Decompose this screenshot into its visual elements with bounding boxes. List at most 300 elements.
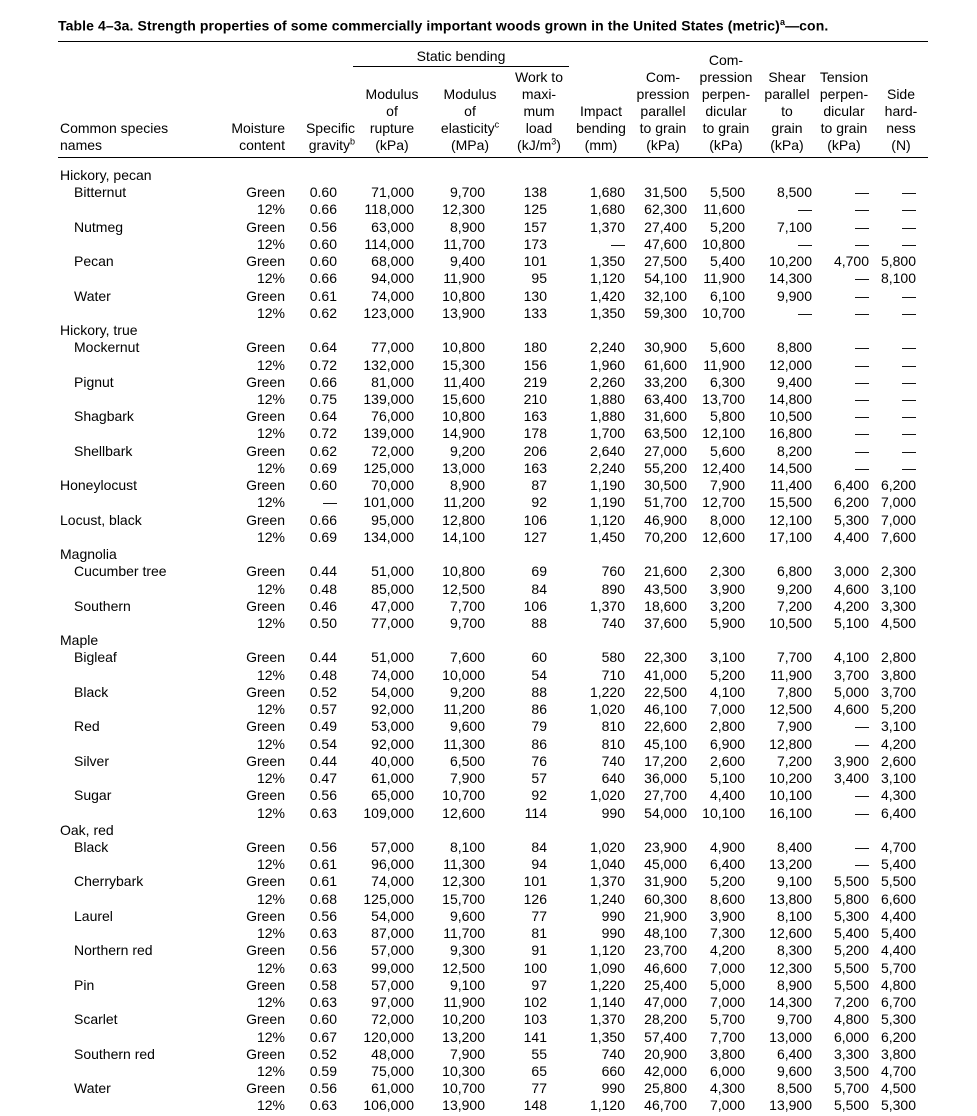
cell-sg: 0.63	[309, 959, 337, 976]
cell-shear: 9,900	[776, 287, 812, 304]
cell-hard: 4,800	[880, 976, 916, 993]
cell-moe: 10,800	[442, 408, 485, 425]
cell-hard: —	[902, 201, 916, 218]
cell-mor: 57,000	[371, 838, 414, 855]
header-hardness-l4: (N)	[891, 137, 911, 153]
cell-sg: 0.52	[309, 683, 337, 700]
cell-hard: 5,200	[880, 701, 916, 718]
cell-cperp: 4,300	[709, 1080, 745, 1097]
cell-moe: 9,200	[449, 683, 485, 700]
header-comp-parallel-l1: Com-	[645, 69, 681, 85]
cell-mor: 72,000	[371, 442, 414, 459]
species-name: Honeylocust	[60, 477, 138, 494]
cell-hard: 5,400	[880, 925, 916, 942]
cell-shear: 6,800	[776, 563, 812, 580]
species-name: Pin	[74, 976, 95, 993]
cell-hard: —	[902, 390, 916, 407]
cell-impact: 740	[601, 614, 625, 631]
cell-mor: 71,000	[371, 184, 414, 201]
cell-shear: 13,900	[769, 1097, 812, 1114]
cell-shear: 13,200	[769, 856, 812, 873]
species-name: Cherrybark	[74, 873, 144, 890]
species-name: Water	[74, 1080, 111, 1097]
cell-mor: 99,000	[371, 959, 414, 976]
header-gravity-l2	[288, 137, 355, 154]
cell-work: 103	[523, 1011, 547, 1028]
cell-hard: 6,600	[880, 890, 916, 907]
cell-mc: Green	[246, 408, 285, 425]
cell-tension: 4,600	[833, 701, 869, 718]
cell-cperp: 5,400	[709, 253, 745, 270]
cell-tension: 4,600	[833, 580, 869, 597]
cell-tension: 3,500	[833, 1062, 869, 1079]
cell-impact: 1,120	[589, 942, 625, 959]
cell-moe: 11,200	[443, 701, 485, 718]
cell-mc: 12%	[256, 494, 285, 511]
cell-tension: —	[855, 804, 869, 821]
cell-work: 141	[523, 1028, 547, 1045]
cell-cpar: 33,200	[644, 373, 687, 390]
cell-shear: 9,100	[776, 873, 812, 890]
cell-hard: —	[902, 287, 916, 304]
cell-cpar: 21,900	[644, 907, 687, 924]
table-title-text: Table 4–3a. Strength properties of some commercially important woods grown in the United States (metric)	[58, 17, 780, 34]
cell-tension: 6,400	[833, 477, 869, 494]
cell-moe: 11,300	[443, 735, 485, 752]
cell-mc: 12%	[256, 804, 285, 821]
cell-shear: 7,700	[776, 649, 812, 666]
cell-moe: 7,700	[449, 597, 485, 614]
cell-cpar: 25,800	[644, 1080, 687, 1097]
cell-mor: 97,000	[371, 994, 414, 1011]
cell-mor: 53,000	[371, 718, 414, 735]
cell-cpar: 60,300	[644, 890, 687, 907]
cell-mc: Green	[246, 1011, 285, 1028]
cell-mor: 57,000	[371, 976, 414, 993]
cell-shear: 16,800	[769, 425, 812, 442]
species-name: Mockernut	[74, 339, 140, 356]
species-group-name: Maple	[60, 632, 99, 649]
cell-shear: —	[798, 304, 812, 321]
cell-cperp: 11,900	[703, 270, 745, 287]
cell-cperp: 13,700	[702, 390, 745, 407]
header-tension-l4: to grain	[820, 120, 868, 136]
cell-work: 180	[523, 339, 547, 356]
cell-mor: 139,000	[363, 390, 414, 407]
cell-impact: 890	[601, 580, 625, 597]
cell-mor: 68,000	[371, 253, 414, 270]
species-name: Southern red	[74, 1045, 155, 1062]
cell-hard: 7,600	[880, 528, 916, 545]
cell-sg: 0.63	[309, 994, 337, 1011]
cell-shear: 12,600	[769, 925, 812, 942]
cell-cpar: 47,000	[644, 994, 687, 1011]
cell-hard: —	[902, 459, 916, 476]
cell-impact: 1,370	[589, 1011, 625, 1028]
cell-cperp: 3,100	[709, 649, 745, 666]
header-elasticity-word: elasticity	[440, 120, 495, 136]
cell-cpar: 28,200	[644, 1011, 687, 1028]
cell-cpar: 45,100	[644, 735, 687, 752]
cell-mc: Green	[246, 649, 285, 666]
cell-impact: 1,350	[589, 1028, 625, 1045]
cell-moe: 12,300	[442, 201, 485, 218]
species-name: Cucumber tree	[74, 563, 167, 580]
cell-impact: 2,640	[589, 442, 625, 459]
cell-impact: 760	[601, 563, 625, 580]
cell-cperp: 12,600	[702, 528, 745, 545]
cell-moe: 11,700	[443, 235, 485, 252]
cell-tension: 3,300	[833, 1045, 869, 1062]
species-name: Shagbark	[74, 408, 134, 425]
cell-impact: 810	[601, 735, 625, 752]
cell-impact: 1,090	[589, 959, 625, 976]
cell-moe: 6,500	[449, 752, 485, 769]
cell-tension: —	[855, 425, 869, 442]
cell-work: 69	[531, 563, 547, 580]
cell-cpar: 63,500	[644, 425, 687, 442]
cell-cpar: 63,400	[644, 390, 687, 407]
cell-mor: 123,000	[363, 304, 414, 321]
cell-hard: 3,100	[880, 580, 916, 597]
cell-impact: 1,020	[589, 787, 625, 804]
cell-moe: 14,100	[442, 528, 485, 545]
cell-cperp: 5,700	[709, 1011, 745, 1028]
cell-moe: 13,900	[442, 304, 485, 321]
cell-sg: 0.66	[309, 270, 337, 287]
cell-work: 173	[523, 235, 547, 252]
species-group-name: Magnolia	[60, 546, 117, 563]
cell-hard: 3,700	[880, 683, 916, 700]
cell-sg: 0.60	[309, 253, 337, 270]
cell-cperp: 11,900	[703, 356, 745, 373]
cell-tension: —	[855, 787, 869, 804]
cell-hard: 7,000	[880, 494, 916, 511]
cell-cperp: 8,000	[709, 511, 745, 528]
cell-tension: 4,400	[833, 528, 869, 545]
cell-sg: 0.46	[309, 597, 337, 614]
header-impact-l1: Impact	[579, 103, 622, 119]
cell-work: 79	[531, 718, 547, 735]
cell-mor: 109,000	[363, 804, 414, 821]
cell-mc: 12%	[256, 459, 285, 476]
species-name: Scarlet	[74, 1011, 118, 1028]
cell-shear: 13,800	[769, 890, 812, 907]
cell-moe: 9,700	[449, 184, 485, 201]
cell-cperp: 5,000	[709, 976, 745, 993]
cell-cpar: 22,500	[644, 683, 687, 700]
cell-mor: 134,000	[363, 528, 414, 545]
header-gravity-word: gravity	[308, 137, 350, 153]
cell-cpar: 46,700	[644, 1097, 687, 1114]
cell-sg: 0.60	[309, 477, 337, 494]
cell-moe: 11,900	[443, 270, 485, 287]
footnote-c: c	[494, 119, 500, 130]
header-comp-parallel-l2: pression	[636, 86, 690, 102]
cell-tension: 3,700	[833, 666, 869, 683]
cell-mc: Green	[246, 184, 285, 201]
cell-work: 126	[523, 890, 547, 907]
cell-tension: —	[855, 373, 869, 390]
cell-impact: 1,190	[589, 477, 625, 494]
cell-moe: 13,900	[442, 1097, 485, 1114]
cell-sg: 0.62	[309, 304, 337, 321]
cell-hard: —	[902, 184, 916, 201]
cell-work: 81	[531, 925, 547, 942]
cell-work: 163	[523, 459, 547, 476]
cell-hard: 4,500	[880, 614, 916, 631]
cell-mor: 101,000	[363, 494, 414, 511]
cell-sg: 0.63	[309, 925, 337, 942]
cell-mc: Green	[246, 907, 285, 924]
header-tension-l3: dicular	[823, 103, 865, 119]
cell-tension: 6,200	[833, 494, 869, 511]
cell-work: 76	[531, 752, 547, 769]
cell-cpar: 17,200	[644, 752, 687, 769]
cell-mor: 48,000	[371, 1045, 414, 1062]
header-hardness-l1: Side	[886, 86, 916, 102]
cell-work: 57	[531, 770, 547, 787]
cell-work: 178	[523, 425, 547, 442]
cell-moe: 8,100	[449, 838, 485, 855]
header-work-l1: Work to	[515, 69, 563, 85]
cell-shear: 15,500	[769, 494, 812, 511]
cell-mor: 74,000	[371, 287, 414, 304]
cell-tension: 7,200	[833, 994, 869, 1011]
cell-tension: —	[855, 718, 869, 735]
species-name: Nutmeg	[74, 218, 124, 235]
cell-mc: 12%	[256, 270, 285, 287]
cell-sg: 0.75	[309, 390, 337, 407]
header-hardness	[876, 86, 926, 154]
cell-mor: 72,000	[371, 1011, 414, 1028]
cell-impact: 640	[601, 770, 625, 787]
cell-mor: 125,000	[363, 459, 414, 476]
cell-shear: 11,900	[770, 666, 812, 683]
cell-work: 86	[531, 701, 547, 718]
cell-tension: 3,400	[833, 770, 869, 787]
cell-cpar: 37,600	[644, 614, 687, 631]
cell-mor: 76,000	[371, 408, 414, 425]
cell-shear: 12,300	[769, 959, 812, 976]
cell-sg: 0.57	[309, 701, 337, 718]
cell-mc: Green	[246, 339, 285, 356]
cell-moe: 8,900	[449, 477, 485, 494]
cell-sg: 0.44	[309, 649, 337, 666]
cell-cperp: 4,900	[709, 838, 745, 855]
cell-sg: 0.56	[309, 838, 337, 855]
cell-mor: 54,000	[371, 683, 414, 700]
cell-impact: 1,370	[589, 218, 625, 235]
cell-tension: 5,000	[833, 683, 869, 700]
cell-mor: 95,000	[371, 511, 414, 528]
cell-cpar: 46,100	[644, 701, 687, 718]
cell-shear: 12,000	[769, 356, 812, 373]
cell-impact: 1,680	[589, 184, 625, 201]
header-work-l5	[508, 137, 570, 154]
header-shear-l1: Shear	[768, 69, 806, 85]
cell-hard: —	[902, 408, 916, 425]
cell-cperp: 12,700	[702, 494, 745, 511]
cell-tension: 3,000	[833, 563, 869, 580]
top-rule	[58, 41, 928, 42]
header-comp-perp	[694, 52, 758, 154]
cell-work: 138	[523, 184, 547, 201]
cell-shear: 7,200	[776, 597, 812, 614]
header-impact-l3: (mm)	[584, 137, 618, 153]
cell-cperp: 5,800	[709, 408, 745, 425]
header-elasticity-l3	[432, 120, 508, 137]
cell-impact: 1,880	[589, 390, 625, 407]
cell-shear: 10,100	[769, 787, 812, 804]
cell-hard: 6,700	[880, 994, 916, 1011]
cell-tension: 5,700	[833, 1080, 869, 1097]
cell-moe: 7,900	[449, 1045, 485, 1062]
cell-moe: 15,300	[442, 356, 485, 373]
header-species	[60, 120, 168, 154]
header-moisture-l2: content	[239, 137, 285, 153]
cell-mc: 12%	[256, 580, 285, 597]
cell-work: 100	[523, 959, 547, 976]
cell-shear: 10,200	[769, 253, 812, 270]
cell-shear: 9,700	[776, 1011, 812, 1028]
cell-moe: 9,300	[449, 942, 485, 959]
cell-sg: 0.61	[309, 287, 337, 304]
cell-impact: 580	[601, 649, 625, 666]
header-tension	[812, 69, 876, 154]
cell-work: 97	[531, 976, 547, 993]
cell-impact: 660	[601, 1062, 625, 1079]
cell-impact: 1,020	[589, 701, 625, 718]
cell-impact: 1,020	[589, 838, 625, 855]
cell-moe: 11,300	[443, 856, 485, 873]
cell-shear: 16,100	[769, 804, 812, 821]
cell-mc: Green	[246, 683, 285, 700]
header-shear-l4: grain	[771, 120, 803, 136]
cell-cperp: 6,000	[709, 1062, 745, 1079]
cell-shear: 14,500	[769, 459, 812, 476]
cell-cperp: 7,900	[709, 477, 745, 494]
cell-tension: 5,500	[833, 1097, 869, 1114]
cell-mc: Green	[246, 373, 285, 390]
cell-mc: Green	[246, 976, 285, 993]
cell-hard: 5,300	[880, 1011, 916, 1028]
cell-tension: —	[855, 201, 869, 218]
cell-cpar: 46,600	[644, 959, 687, 976]
cell-impact: 1,350	[589, 304, 625, 321]
cell-cperp: 10,800	[702, 235, 745, 252]
cell-tension: —	[855, 184, 869, 201]
cell-work: 206	[523, 442, 547, 459]
cell-work: 125	[523, 201, 547, 218]
cell-mc: Green	[246, 1045, 285, 1062]
cell-mor: 75,000	[371, 1062, 414, 1079]
cell-mc: Green	[246, 442, 285, 459]
species-name: Pignut	[74, 373, 114, 390]
cell-mc: 12%	[256, 959, 285, 976]
cell-cperp: 8,600	[709, 890, 745, 907]
cell-cpar: 27,000	[644, 442, 687, 459]
species-name: Locust, black	[60, 511, 142, 528]
cell-mc: 12%	[256, 425, 285, 442]
cell-mc: 12%	[256, 1028, 285, 1045]
cell-shear: 12,500	[769, 701, 812, 718]
cell-tension: —	[855, 442, 869, 459]
cell-tension: —	[855, 270, 869, 287]
cell-impact: 2,240	[589, 459, 625, 476]
header-bottom-rule	[58, 157, 928, 158]
cell-cperp: 3,800	[709, 1045, 745, 1062]
cell-shear: 8,500	[776, 1080, 812, 1097]
cell-impact: 1,220	[589, 683, 625, 700]
cell-sg: —	[323, 494, 337, 511]
cell-cpar: 43,500	[644, 580, 687, 597]
cell-moe: 9,400	[449, 253, 485, 270]
cell-sg: 0.61	[309, 856, 337, 873]
cell-mc: 12%	[256, 235, 285, 252]
cell-sg: 0.59	[309, 1062, 337, 1079]
cell-cpar: 42,000	[644, 1062, 687, 1079]
cell-tension: 5,500	[833, 873, 869, 890]
cell-moe: 9,600	[449, 718, 485, 735]
cell-mor: 54,000	[371, 907, 414, 924]
cell-mc: 12%	[256, 528, 285, 545]
header-comp-perp-l2: pression	[699, 69, 753, 85]
cell-work: 84	[531, 580, 547, 597]
cell-moe: 9,700	[449, 614, 485, 631]
cell-moe: 10,700	[442, 787, 485, 804]
cell-hard: —	[902, 218, 916, 235]
cell-mor: 81,000	[371, 373, 414, 390]
cell-sg: 0.72	[309, 356, 337, 373]
cell-mor: 65,000	[371, 787, 414, 804]
cell-moe: 10,300	[442, 1062, 485, 1079]
header-comp-perp-l6: (kPa)	[709, 137, 743, 153]
cell-impact: 740	[601, 1045, 625, 1062]
species-name: Sugar	[74, 787, 112, 804]
cell-sg: 0.52	[309, 1045, 337, 1062]
species-name: Northern red	[74, 942, 153, 959]
cell-mc: 12%	[256, 390, 285, 407]
cell-work: 95	[531, 270, 547, 287]
cell-work: 106	[523, 597, 547, 614]
cell-tension: 5,200	[833, 942, 869, 959]
header-moisture-l1: Moisture	[231, 120, 285, 136]
cell-hard: 5,500	[880, 873, 916, 890]
species-name: Bigleaf	[74, 649, 117, 666]
cell-cpar: 46,900	[644, 511, 687, 528]
cell-sg: 0.56	[309, 218, 337, 235]
cell-cperp: 10,100	[702, 804, 745, 821]
cell-moe: 13,000	[442, 459, 485, 476]
cell-sg: 0.56	[309, 787, 337, 804]
cell-cpar: 47,600	[644, 235, 687, 252]
cell-shear: 14,300	[769, 994, 812, 1011]
cell-work: 114	[524, 804, 547, 821]
cell-sg: 0.60	[309, 184, 337, 201]
cell-mc: 12%	[256, 666, 285, 683]
cell-cperp: 5,500	[709, 184, 745, 201]
cell-shear: 12,800	[769, 735, 812, 752]
cell-mc: 12%	[256, 304, 285, 321]
cell-cperp: 5,200	[709, 873, 745, 890]
cell-moe: 11,900	[443, 994, 485, 1011]
cell-shear: 8,200	[776, 442, 812, 459]
cell-cperp: 6,400	[709, 856, 745, 873]
cell-sg: 0.69	[309, 459, 337, 476]
cell-shear: 7,900	[776, 718, 812, 735]
cell-mor: 40,000	[371, 752, 414, 769]
